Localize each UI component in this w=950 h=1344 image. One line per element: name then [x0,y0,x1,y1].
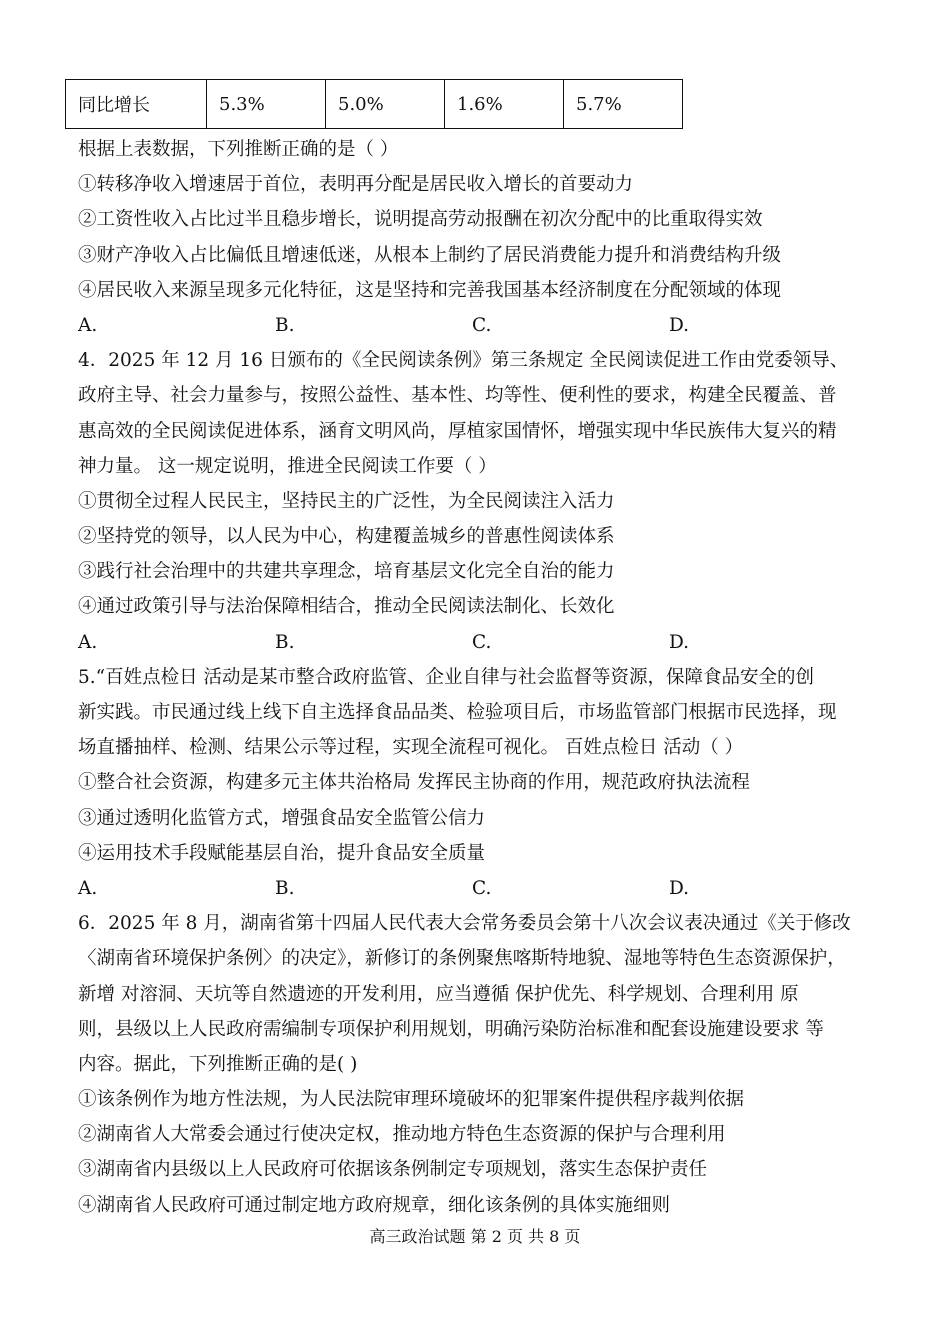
q3-item-4: ④居民收入来源呈现多元化特征，这是坚持和完善我国基本经济制度在分配领域的体现 [78,279,782,301]
q4-option-a[interactable]: A. [78,631,98,653]
q6-stem-line-5: 内容。据此，下列推断正确的是( ) [78,1053,358,1075]
page-footer: 高三政治试题 第 2 页 共 8 页 [369,1227,581,1246]
q5-option-c[interactable]: C. [472,877,492,899]
q4-option-b[interactable]: B. [275,631,295,653]
table-cell: 5.3% [207,80,326,129]
q6-item-2: ②湖南省人大常委会通过行使决定权，推动地方特色生态资源的保护与合理利用 [78,1124,726,1146]
table-row [66,80,683,129]
q4-item-3: ③践行社会治理中的共建共享理念，培育基层文化完全自治的能力 [78,561,615,583]
q3-item-1: ①转移净收入增速居于首位，表明再分配是居民收入增长的首要动力 [78,174,634,196]
q5-option-a[interactable]: A. [78,877,98,899]
table-cell: 1.6% [445,80,564,129]
q5-stem-line-1: 5.“百姓点检日 活动是某市整合政府监管、企业自律与社会监督等资源，保障食品安全的创 [78,666,814,688]
q4-stem-line-4: 神力量。 这一规定说明，推进全民阅读工作要（ ） [78,455,497,477]
q5-stem-line-3: 场直播抽样、检测、结果公示等过程，实现全流程可视化。 百姓点检日 活动（ ） [78,737,744,759]
q3-stem: 根据上表数据，下列推断正确的是（ ） [78,139,399,160]
q3-option-c[interactable]: C. [472,314,492,336]
q4-item-4: ④通过政策引导与法治保障相结合，推动全民阅读法制化、长效化 [78,596,615,618]
q4-option-d[interactable]: D. [669,631,690,653]
q5-option-b[interactable]: B. [275,877,295,899]
q4-stem-line-3: 惠高效的全民阅读促进体系，涵育文明风尚，厚植家国情怀，增强实现中华民族伟大复兴的精 [78,420,837,442]
q3-item-3: ③财产净收入占比偏低且增速低迷，从根本上制约了居民消费能力提升和消费结构升级 [78,244,782,266]
q4-stem-line-2: 政府主导、社会力量参与，按照公益性、基本性、均等性、便利性的要求，构建全民覆盖、普 [78,385,837,407]
q3-option-b[interactable]: B. [275,314,295,336]
table-cell: 5.7% [564,80,683,129]
q3-option-d[interactable]: D. [669,314,690,336]
q4-stem-line-1: 4．2025 年 12 月 16 日颁布的《全民阅读条例》第三条规定 全民阅读促进工作由党委领导、 [78,350,849,372]
q5-item-3: ③通过透明化监管方式，增强食品安全监管公信力 [78,807,486,829]
q6-item-4: ④湖南省人民政府可通过制定地方政府规章，细化该条例的具体实施细则 [78,1194,671,1216]
q4-item-1: ①贯彻全过程人民民主，坚持民主的广泛性，为全民阅读注入活力 [78,490,615,512]
q5-item-4: ④运用技术手段赋能基层自治，提升食品安全质量 [78,842,486,864]
table-cell: 5.0% [326,80,445,129]
table-row-label: 同比增长 [66,80,207,129]
q5-item-1: ①整合社会资源，构建多元主体共治格局 发挥民主协商的作用，规范政府执法流程 [78,772,750,794]
q4-options [78,625,878,660]
q6-stem-line-2: 〈湖南省环境保护条例〉的决定》，新修订的条例聚焦喀斯特地貌、湿地等特色生态资源保护， [78,948,846,970]
q6-item-1: ①该条例作为地方性法规，为人民法院审理环境破坏的犯罪案件提供程序裁判依据 [78,1089,745,1111]
q6-stem-line-1: 6．2025 年 8 月，湖南省第十四届人民代表大会常务委员会第十八次会议表决通过《关于修改 [78,913,851,935]
q3-item-2: ②工资性收入占比过半且稳步增长，说明提高劳动报酬在初次分配中的比重取得实效 [78,209,763,231]
exam-content [78,132,878,1223]
q6-stem-line-3: 新增 对溶洞、天坑等自然遗迹的开发利用，应当遵循 保护优先、科学规划、合理利用 原 [78,983,799,1005]
q4-option-c[interactable]: C. [472,631,492,653]
q5-option-d[interactable]: D. [669,877,690,899]
q4-item-2: ②坚持党的领导，以人民为中心，构建覆盖城乡的普惠性阅读体系 [78,526,615,548]
q3-option-a[interactable]: A. [78,314,98,336]
q6-item-3: ③湖南省内县级以上人民政府可依据该条例制定专项规划，落实生态保护责任 [78,1159,708,1181]
q5-options [78,871,878,906]
q6-stem-line-4: 则，县级以上人民政府需编制专项保护利用规划，明确污染防治标准和配套设施建设要求 等 [78,1018,824,1040]
q3-options [78,308,878,343]
income-growth-table [65,79,683,129]
q5-stem-line-2: 新实践。市民通过线上线下自主选择食品品类、检验项目后，市场监管部门根据市民选择，现 [78,702,837,723]
